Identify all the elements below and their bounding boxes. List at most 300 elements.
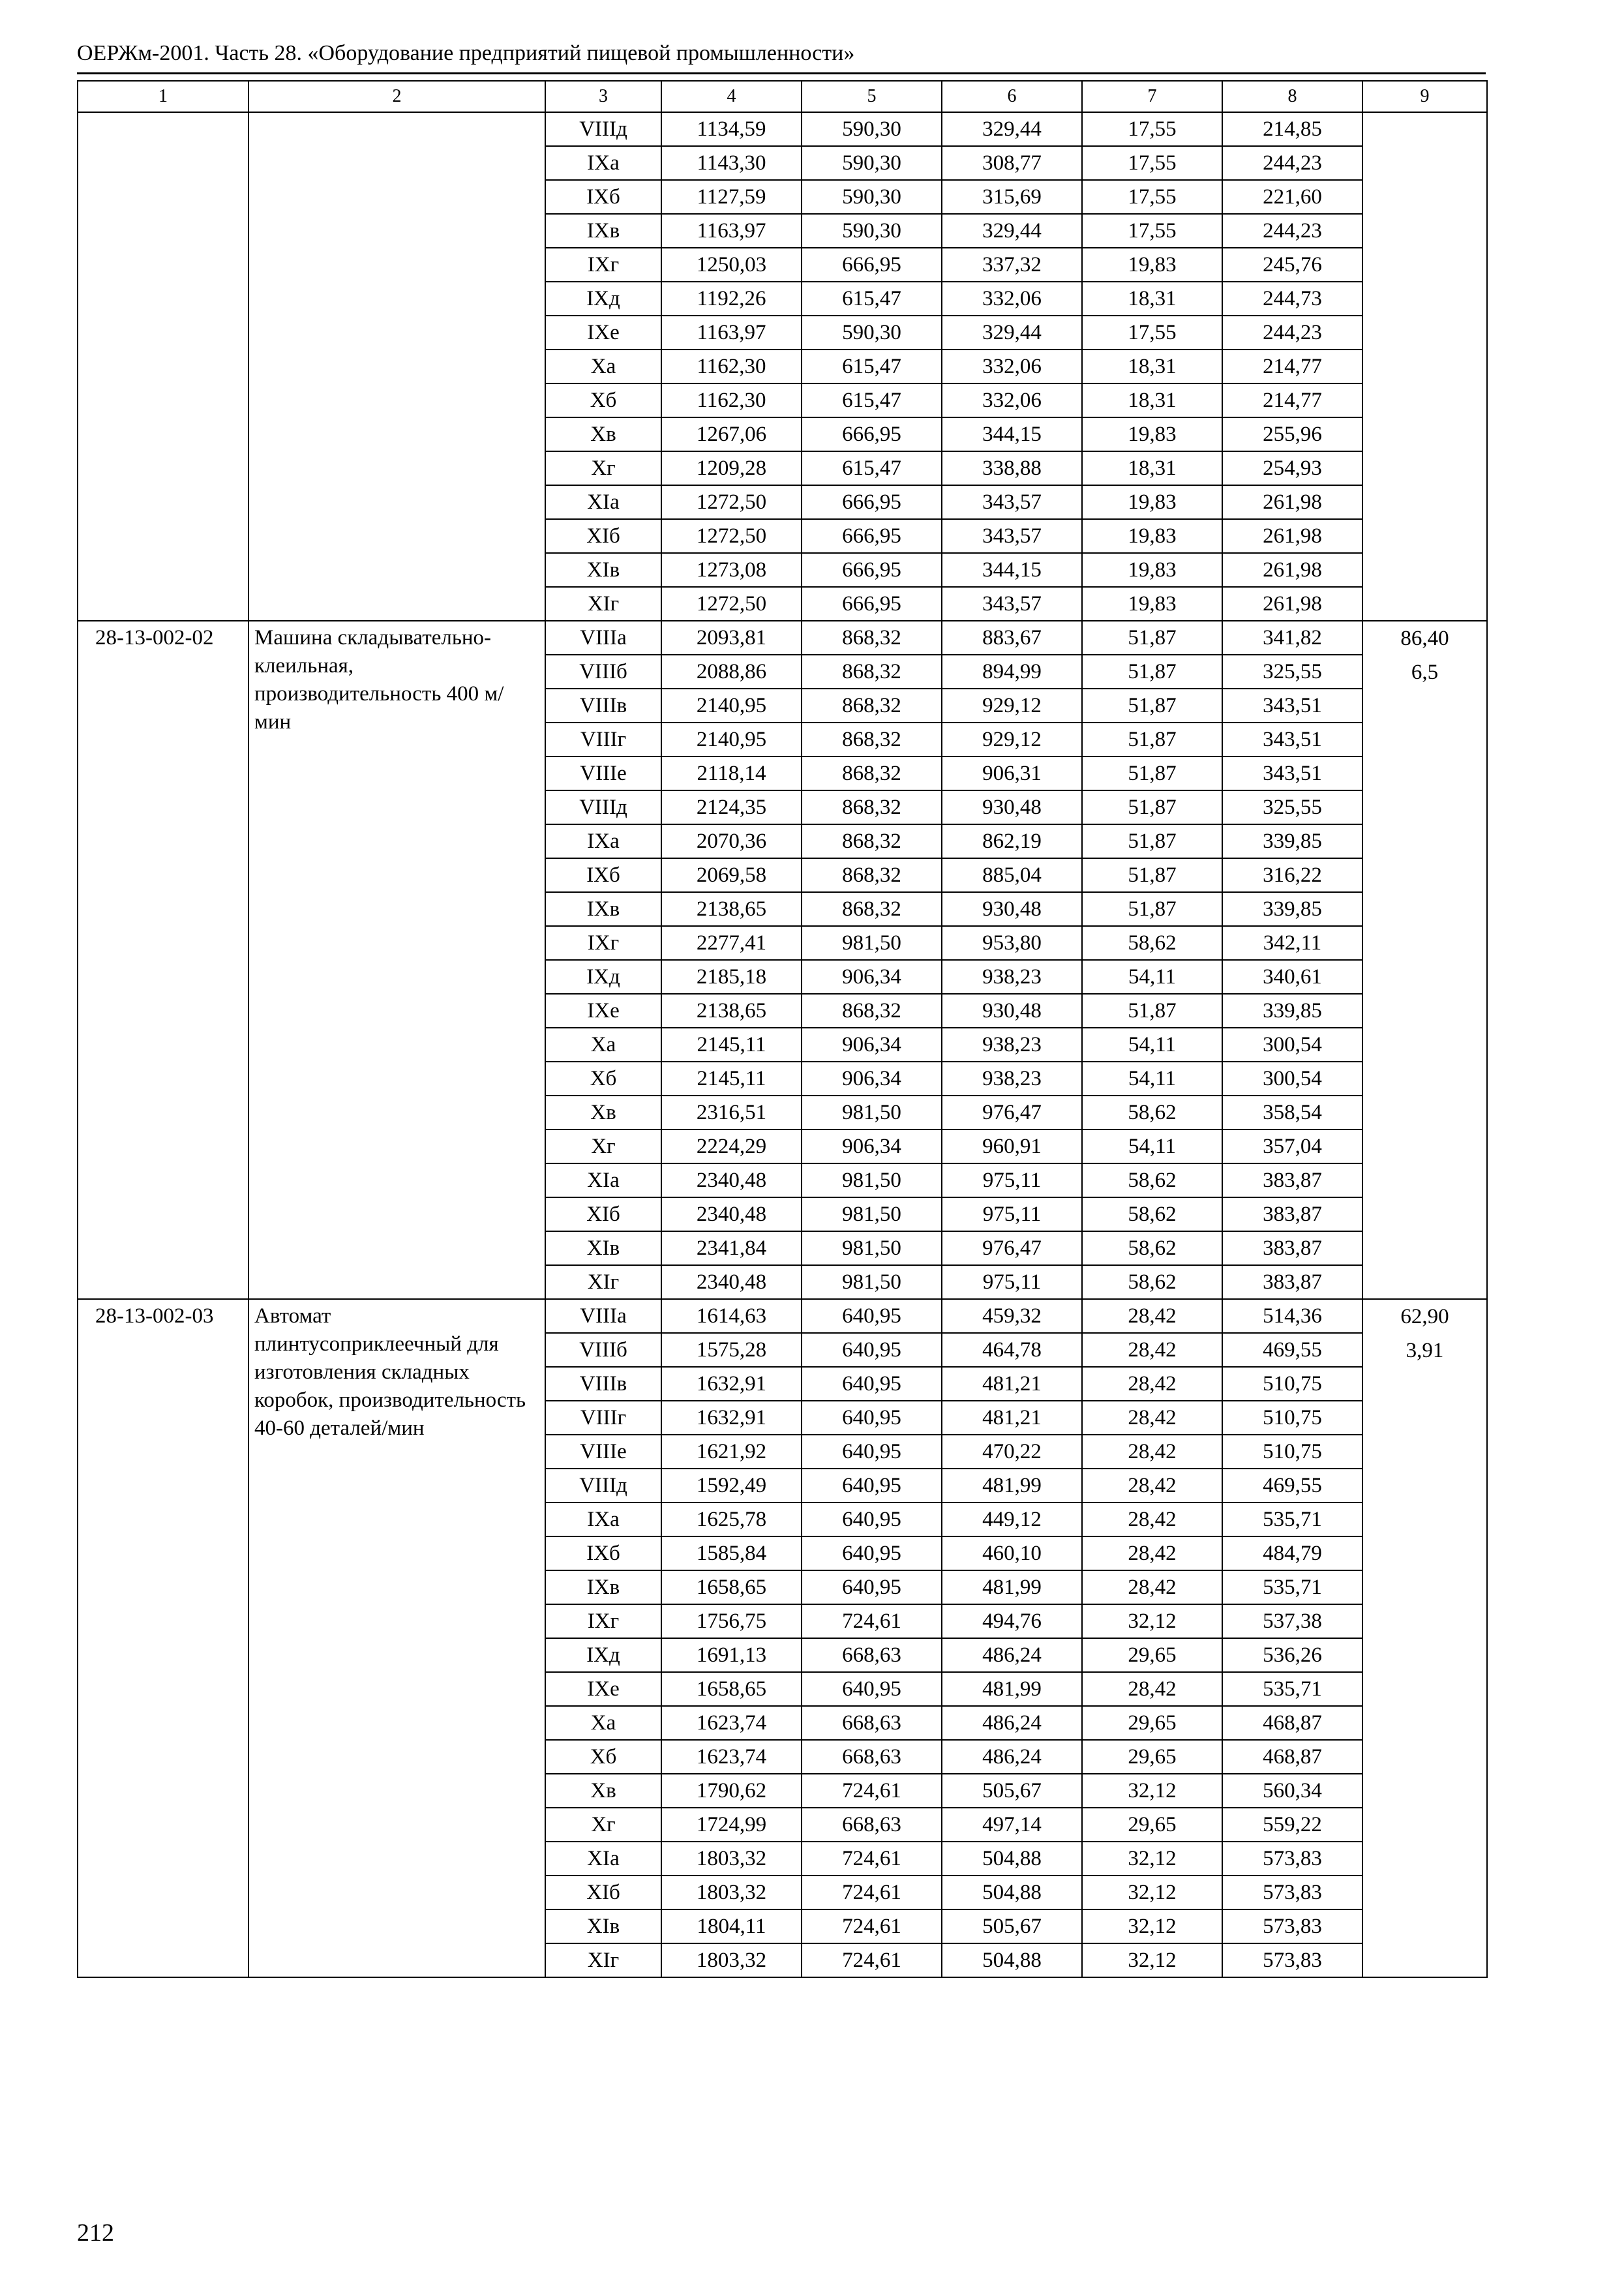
- region-cell: IXв: [545, 892, 661, 926]
- materials-cell: 339,85: [1222, 824, 1362, 858]
- wages-cell: 640,95: [802, 1299, 942, 1333]
- wages-cell: 981,50: [802, 1163, 942, 1197]
- materials-cell: 560,34: [1222, 1774, 1362, 1808]
- materials-cell: 342,11: [1222, 926, 1362, 960]
- region-cell: Xб: [545, 383, 661, 417]
- machine-cost-cell: 344,15: [942, 553, 1082, 587]
- materials-cell: 343,51: [1222, 689, 1362, 723]
- region-cell: IXд: [545, 1638, 661, 1672]
- extra-column-cell: [1362, 112, 1487, 621]
- machine-cost-cell: 481,21: [942, 1367, 1082, 1401]
- total-cost-cell: 1162,30: [661, 383, 802, 417]
- extra-column-cell: [1362, 1299, 1487, 1977]
- machine-wages-cell: 32,12: [1082, 1876, 1222, 1909]
- machine-wages-cell: 32,12: [1082, 1842, 1222, 1876]
- region-cell: IXг: [545, 926, 661, 960]
- region-cell: Xв: [545, 417, 661, 451]
- machine-wages-cell: 28,42: [1082, 1672, 1222, 1706]
- machine-wages-cell: 32,12: [1082, 1909, 1222, 1943]
- total-cost-cell: 1803,32: [661, 1943, 802, 1977]
- materials-cell: 261,98: [1222, 553, 1362, 587]
- materials-cell: 510,75: [1222, 1401, 1362, 1435]
- machine-wages-cell: 32,12: [1082, 1943, 1222, 1977]
- total-cost-cell: 2069,58: [661, 858, 802, 892]
- wages-cell: 615,47: [802, 282, 942, 316]
- machine-wages-cell: 51,87: [1082, 858, 1222, 892]
- wages-cell: 640,95: [802, 1570, 942, 1604]
- materials-cell: 383,87: [1222, 1265, 1362, 1299]
- column-number: 7: [1082, 81, 1222, 112]
- wages-cell: 868,32: [802, 892, 942, 926]
- total-cost-cell: 1790,62: [661, 1774, 802, 1808]
- region-cell: IXe: [545, 994, 661, 1028]
- materials-cell: 573,83: [1222, 1876, 1362, 1909]
- region-cell: VIIIa: [545, 1299, 661, 1333]
- wages-cell: 668,63: [802, 1706, 942, 1740]
- machine-cost-cell: 975,11: [942, 1163, 1082, 1197]
- region-cell: IXб: [545, 1536, 661, 1570]
- wages-cell: 666,95: [802, 248, 942, 282]
- total-cost-cell: 2340,48: [661, 1197, 802, 1231]
- materials-cell: 316,22: [1222, 858, 1362, 892]
- materials-cell: 339,85: [1222, 892, 1362, 926]
- total-cost-cell: 1272,50: [661, 519, 802, 553]
- wages-cell: 666,95: [802, 519, 942, 553]
- total-cost-cell: 2340,48: [661, 1163, 802, 1197]
- total-cost-cell: 2124,35: [661, 790, 802, 824]
- table-row: [78, 621, 1487, 655]
- materials-cell: 468,87: [1222, 1706, 1362, 1740]
- region-cell: XIв: [545, 1909, 661, 1943]
- machine-cost-cell: 975,11: [942, 1265, 1082, 1299]
- materials-cell: 254,93: [1222, 451, 1362, 485]
- machine-cost-cell: 486,24: [942, 1706, 1082, 1740]
- wages-cell: 640,95: [802, 1469, 942, 1503]
- machine-wages-cell: 51,87: [1082, 790, 1222, 824]
- resource-code: [78, 112, 248, 621]
- extra-column-cell: [1362, 621, 1487, 1299]
- materials-cell: 343,51: [1222, 756, 1362, 790]
- machine-cost-cell: 308,77: [942, 146, 1082, 180]
- machine-cost-cell: 885,04: [942, 858, 1082, 892]
- region-cell: Xб: [545, 1062, 661, 1096]
- machine-cost-cell: 481,99: [942, 1570, 1082, 1604]
- machine-wages-cell: 28,42: [1082, 1469, 1222, 1503]
- wages-cell: 868,32: [802, 723, 942, 756]
- wages-cell: 868,32: [802, 621, 942, 655]
- wages-cell: 981,50: [802, 1197, 942, 1231]
- region-cell: Xa: [545, 1028, 661, 1062]
- column-number: 2: [248, 81, 545, 112]
- total-cost-cell: 1272,50: [661, 485, 802, 519]
- region-cell: Xг: [545, 1808, 661, 1842]
- machine-wages-cell: 17,55: [1082, 214, 1222, 248]
- machine-cost-cell: 315,69: [942, 180, 1082, 214]
- region-cell: VIIIe: [545, 1435, 661, 1469]
- machine-wages-cell: 28,42: [1082, 1536, 1222, 1570]
- region-cell: IXa: [545, 1503, 661, 1536]
- machine-cost-cell: 497,14: [942, 1808, 1082, 1842]
- materials-cell: 469,55: [1222, 1333, 1362, 1367]
- region-cell: XIг: [545, 587, 661, 621]
- region-cell: XIв: [545, 1231, 661, 1265]
- region-cell: VIIIг: [545, 723, 661, 756]
- machine-cost-cell: 505,67: [942, 1774, 1082, 1808]
- wages-cell: 640,95: [802, 1503, 942, 1536]
- total-cost-cell: 1623,74: [661, 1740, 802, 1774]
- machine-wages-cell: 54,11: [1082, 1062, 1222, 1096]
- total-cost-cell: 2224,29: [661, 1130, 802, 1163]
- machine-wages-cell: 28,42: [1082, 1401, 1222, 1435]
- total-cost-cell: 2070,36: [661, 824, 802, 858]
- machine-wages-cell: 28,42: [1082, 1333, 1222, 1367]
- region-cell: Xa: [545, 1706, 661, 1740]
- machine-wages-cell: 19,83: [1082, 248, 1222, 282]
- region-cell: XIг: [545, 1943, 661, 1977]
- machine-wages-cell: 58,62: [1082, 1096, 1222, 1130]
- wages-cell: 615,47: [802, 350, 942, 383]
- extra-value: 62,90: [1400, 1305, 1449, 1328]
- materials-cell: 221,60: [1222, 180, 1362, 214]
- region-cell: IXд: [545, 282, 661, 316]
- region-cell: VIIIe: [545, 756, 661, 790]
- region-cell: IXг: [545, 1604, 661, 1638]
- region-cell: XIa: [545, 485, 661, 519]
- region-cell: Xв: [545, 1096, 661, 1130]
- machine-cost-cell: 338,88: [942, 451, 1082, 485]
- total-cost-cell: 2341,84: [661, 1231, 802, 1265]
- machine-cost-cell: 938,23: [942, 1028, 1082, 1062]
- materials-cell: 468,87: [1222, 1740, 1362, 1774]
- region-cell: VIIIд: [545, 112, 661, 146]
- machine-cost-cell: 929,12: [942, 689, 1082, 723]
- total-cost-cell: 1614,63: [661, 1299, 802, 1333]
- resource-code: 28-13-002-03: [78, 1299, 248, 1977]
- machine-wages-cell: 28,42: [1082, 1570, 1222, 1604]
- machine-wages-cell: 51,87: [1082, 689, 1222, 723]
- machine-wages-cell: 54,11: [1082, 1028, 1222, 1062]
- machine-wages-cell: 29,65: [1082, 1740, 1222, 1774]
- total-cost-cell: 1658,65: [661, 1672, 802, 1706]
- region-cell: Xг: [545, 1130, 661, 1163]
- total-cost-cell: 1804,11: [661, 1909, 802, 1943]
- total-cost-cell: 2145,11: [661, 1062, 802, 1096]
- total-cost-cell: 2093,81: [661, 621, 802, 655]
- region-cell: IXг: [545, 248, 661, 282]
- region-cell: XIa: [545, 1842, 661, 1876]
- column-number: 1: [78, 81, 248, 112]
- wages-cell: 640,95: [802, 1401, 942, 1435]
- wages-cell: 666,95: [802, 485, 942, 519]
- region-cell: IXe: [545, 1672, 661, 1706]
- materials-cell: 325,55: [1222, 655, 1362, 689]
- machine-cost-cell: 344,15: [942, 417, 1082, 451]
- region-cell: VIIIб: [545, 655, 661, 689]
- machine-wages-cell: 58,62: [1082, 1231, 1222, 1265]
- total-cost-cell: 1803,32: [661, 1876, 802, 1909]
- wages-cell: 668,63: [802, 1638, 942, 1672]
- machine-cost-cell: 343,57: [942, 587, 1082, 621]
- materials-cell: 573,83: [1222, 1909, 1362, 1943]
- machine-cost-cell: 862,19: [942, 824, 1082, 858]
- wages-cell: 666,95: [802, 417, 942, 451]
- materials-cell: 261,98: [1222, 519, 1362, 553]
- machine-wages-cell: 19,83: [1082, 587, 1222, 621]
- header-divider: [77, 72, 1486, 74]
- machine-wages-cell: 17,55: [1082, 146, 1222, 180]
- wages-cell: 615,47: [802, 383, 942, 417]
- machine-cost-cell: 337,32: [942, 248, 1082, 282]
- materials-cell: 383,87: [1222, 1163, 1362, 1197]
- extra-value: 3,91: [1406, 1339, 1444, 1362]
- region-cell: VIIIд: [545, 1469, 661, 1503]
- total-cost-cell: 1272,50: [661, 587, 802, 621]
- resource-code: 28-13-002-02: [78, 621, 248, 1299]
- page-number: 212: [77, 2219, 114, 2247]
- materials-cell: 469,55: [1222, 1469, 1362, 1503]
- machine-wages-cell: 18,31: [1082, 350, 1222, 383]
- machine-wages-cell: 19,83: [1082, 485, 1222, 519]
- materials-cell: 357,04: [1222, 1130, 1362, 1163]
- wages-cell: 868,32: [802, 655, 942, 689]
- extra-value: 6,5: [1411, 661, 1439, 684]
- machine-cost-cell: 883,67: [942, 621, 1082, 655]
- region-cell: Xв: [545, 1774, 661, 1808]
- total-cost-cell: 1575,28: [661, 1333, 802, 1367]
- machine-cost-cell: 494,76: [942, 1604, 1082, 1638]
- total-cost-cell: 2316,51: [661, 1096, 802, 1130]
- materials-cell: 300,54: [1222, 1028, 1362, 1062]
- column-number-row: [78, 81, 1487, 112]
- materials-cell: 325,55: [1222, 790, 1362, 824]
- materials-cell: 244,23: [1222, 146, 1362, 180]
- wages-cell: 640,95: [802, 1333, 942, 1367]
- machine-wages-cell: 54,11: [1082, 1130, 1222, 1163]
- region-cell: IXa: [545, 824, 661, 858]
- table-row: [78, 112, 1487, 146]
- machine-cost-cell: 332,06: [942, 350, 1082, 383]
- wages-cell: 906,34: [802, 960, 942, 994]
- materials-cell: 343,51: [1222, 723, 1362, 756]
- machine-wages-cell: 51,87: [1082, 756, 1222, 790]
- materials-cell: 383,87: [1222, 1197, 1362, 1231]
- region-cell: VIIIв: [545, 689, 661, 723]
- machine-cost-cell: 486,24: [942, 1638, 1082, 1672]
- materials-cell: 536,26: [1222, 1638, 1362, 1672]
- machine-cost-cell: 929,12: [942, 723, 1082, 756]
- materials-cell: 244,73: [1222, 282, 1362, 316]
- wages-cell: 666,95: [802, 587, 942, 621]
- machine-cost-cell: 481,99: [942, 1672, 1082, 1706]
- machine-wages-cell: 58,62: [1082, 1197, 1222, 1231]
- machine-wages-cell: 51,87: [1082, 824, 1222, 858]
- machine-wages-cell: 58,62: [1082, 1163, 1222, 1197]
- wages-cell: 868,32: [802, 689, 942, 723]
- wages-cell: 981,50: [802, 1096, 942, 1130]
- machine-cost-cell: 976,47: [942, 1231, 1082, 1265]
- total-cost-cell: 2145,11: [661, 1028, 802, 1062]
- total-cost-cell: 2340,48: [661, 1265, 802, 1299]
- total-cost-cell: 2140,95: [661, 689, 802, 723]
- region-cell: Xб: [545, 1740, 661, 1774]
- wages-cell: 590,30: [802, 112, 942, 146]
- machine-wages-cell: 54,11: [1082, 960, 1222, 994]
- machine-cost-cell: 481,99: [942, 1469, 1082, 1503]
- wages-cell: 724,61: [802, 1943, 942, 1977]
- total-cost-cell: 1592,49: [661, 1469, 802, 1503]
- machine-wages-cell: 51,87: [1082, 621, 1222, 655]
- page-header-title: ОЕРЖм-2001. Часть 28. «Оборудование предприятий пищевой промышленности»: [77, 41, 855, 65]
- region-cell: IXд: [545, 960, 661, 994]
- wages-cell: 640,95: [802, 1435, 942, 1469]
- wages-cell: 981,50: [802, 1265, 942, 1299]
- total-cost-cell: 1632,91: [661, 1401, 802, 1435]
- resource-name: Машина складывательно-клеильная, производительность 400 м/мин: [248, 621, 545, 1299]
- region-cell: IXa: [545, 146, 661, 180]
- wages-cell: 868,32: [802, 824, 942, 858]
- resource-name: Автомат плинтусоприклеечный для изготовления складных коробок, производительность 40-60 деталей/мин: [248, 1299, 545, 1977]
- column-number: 6: [942, 81, 1082, 112]
- materials-cell: 535,71: [1222, 1503, 1362, 1536]
- wages-cell: 668,63: [802, 1740, 942, 1774]
- region-cell: IXб: [545, 180, 661, 214]
- total-cost-cell: 2088,86: [661, 655, 802, 689]
- region-cell: XIб: [545, 519, 661, 553]
- machine-wages-cell: 19,83: [1082, 417, 1222, 451]
- wages-cell: 981,50: [802, 1231, 942, 1265]
- materials-cell: 559,22: [1222, 1808, 1362, 1842]
- wages-cell: 640,95: [802, 1536, 942, 1570]
- region-cell: IXб: [545, 858, 661, 892]
- total-cost-cell: 2185,18: [661, 960, 802, 994]
- total-cost-cell: 1134,59: [661, 112, 802, 146]
- total-cost-cell: 1273,08: [661, 553, 802, 587]
- materials-cell: 340,61: [1222, 960, 1362, 994]
- resource-name: [248, 112, 545, 621]
- total-cost-cell: 1658,65: [661, 1570, 802, 1604]
- machine-cost-cell: 329,44: [942, 316, 1082, 350]
- machine-wages-cell: 29,65: [1082, 1638, 1222, 1672]
- machine-cost-cell: 504,88: [942, 1876, 1082, 1909]
- rates-table: [77, 80, 1488, 1978]
- wages-cell: 724,61: [802, 1876, 942, 1909]
- wages-cell: 981,50: [802, 926, 942, 960]
- total-cost-cell: 1632,91: [661, 1367, 802, 1401]
- wages-cell: 868,32: [802, 790, 942, 824]
- materials-cell: 245,76: [1222, 248, 1362, 282]
- materials-cell: 214,77: [1222, 383, 1362, 417]
- machine-wages-cell: 28,42: [1082, 1503, 1222, 1536]
- wages-cell: 590,30: [802, 180, 942, 214]
- machine-cost-cell: 343,57: [942, 519, 1082, 553]
- total-cost-cell: 1127,59: [661, 180, 802, 214]
- machine-wages-cell: 32,12: [1082, 1774, 1222, 1808]
- total-cost-cell: 1623,74: [661, 1706, 802, 1740]
- total-cost-cell: 1162,30: [661, 350, 802, 383]
- machine-wages-cell: 32,12: [1082, 1604, 1222, 1638]
- total-cost-cell: 1192,26: [661, 282, 802, 316]
- column-number: 3: [545, 81, 661, 112]
- machine-cost-cell: 504,88: [942, 1842, 1082, 1876]
- region-cell: Xa: [545, 350, 661, 383]
- machine-wages-cell: 28,42: [1082, 1299, 1222, 1333]
- materials-cell: 573,83: [1222, 1842, 1362, 1876]
- wages-cell: 724,61: [802, 1909, 942, 1943]
- total-cost-cell: 1143,30: [661, 146, 802, 180]
- machine-cost-cell: 930,48: [942, 994, 1082, 1028]
- total-cost-cell: 1724,99: [661, 1808, 802, 1842]
- machine-cost-cell: 470,22: [942, 1435, 1082, 1469]
- region-cell: XIг: [545, 1265, 661, 1299]
- wages-cell: 868,32: [802, 858, 942, 892]
- machine-cost-cell: 481,21: [942, 1401, 1082, 1435]
- machine-cost-cell: 960,91: [942, 1130, 1082, 1163]
- total-cost-cell: 1691,13: [661, 1638, 802, 1672]
- total-cost-cell: 2118,14: [661, 756, 802, 790]
- total-cost-cell: 1250,03: [661, 248, 802, 282]
- machine-cost-cell: 505,67: [942, 1909, 1082, 1943]
- machine-cost-cell: 343,57: [942, 485, 1082, 519]
- machine-cost-cell: 953,80: [942, 926, 1082, 960]
- region-cell: VIIIб: [545, 1333, 661, 1367]
- total-cost-cell: 1625,78: [661, 1503, 802, 1536]
- region-cell: IXe: [545, 316, 661, 350]
- total-cost-cell: 1803,32: [661, 1842, 802, 1876]
- total-cost-cell: 1209,28: [661, 451, 802, 485]
- total-cost-cell: 2138,65: [661, 892, 802, 926]
- region-cell: XIб: [545, 1876, 661, 1909]
- machine-wages-cell: 17,55: [1082, 112, 1222, 146]
- materials-cell: 261,98: [1222, 587, 1362, 621]
- machine-cost-cell: 332,06: [942, 383, 1082, 417]
- machine-wages-cell: 29,65: [1082, 1706, 1222, 1740]
- region-cell: VIIIд: [545, 790, 661, 824]
- machine-cost-cell: 938,23: [942, 1062, 1082, 1096]
- materials-cell: 341,82: [1222, 621, 1362, 655]
- total-cost-cell: 1267,06: [661, 417, 802, 451]
- machine-cost-cell: 894,99: [942, 655, 1082, 689]
- materials-cell: 537,38: [1222, 1604, 1362, 1638]
- machine-wages-cell: 51,87: [1082, 892, 1222, 926]
- wages-cell: 615,47: [802, 451, 942, 485]
- column-number: 4: [661, 81, 802, 112]
- materials-cell: 514,36: [1222, 1299, 1362, 1333]
- machine-wages-cell: 19,83: [1082, 519, 1222, 553]
- column-number: 9: [1362, 81, 1487, 112]
- materials-cell: 484,79: [1222, 1536, 1362, 1570]
- machine-wages-cell: 28,42: [1082, 1367, 1222, 1401]
- machine-wages-cell: 18,31: [1082, 383, 1222, 417]
- extra-value: 86,40: [1400, 627, 1449, 650]
- materials-cell: 383,87: [1222, 1231, 1362, 1265]
- region-cell: IXв: [545, 1570, 661, 1604]
- rates-table-body: [78, 81, 1487, 1977]
- materials-cell: 214,77: [1222, 350, 1362, 383]
- total-cost-cell: 2140,95: [661, 723, 802, 756]
- machine-cost-cell: 975,11: [942, 1197, 1082, 1231]
- machine-cost-cell: 938,23: [942, 960, 1082, 994]
- wages-cell: 906,34: [802, 1028, 942, 1062]
- region-cell: VIIIa: [545, 621, 661, 655]
- machine-cost-cell: 906,31: [942, 756, 1082, 790]
- machine-wages-cell: 51,87: [1082, 994, 1222, 1028]
- region-cell: Xг: [545, 451, 661, 485]
- region-cell: VIIIв: [545, 1367, 661, 1401]
- wages-cell: 724,61: [802, 1774, 942, 1808]
- total-cost-cell: 2138,65: [661, 994, 802, 1028]
- machine-cost-cell: 459,32: [942, 1299, 1082, 1333]
- machine-cost-cell: 486,24: [942, 1740, 1082, 1774]
